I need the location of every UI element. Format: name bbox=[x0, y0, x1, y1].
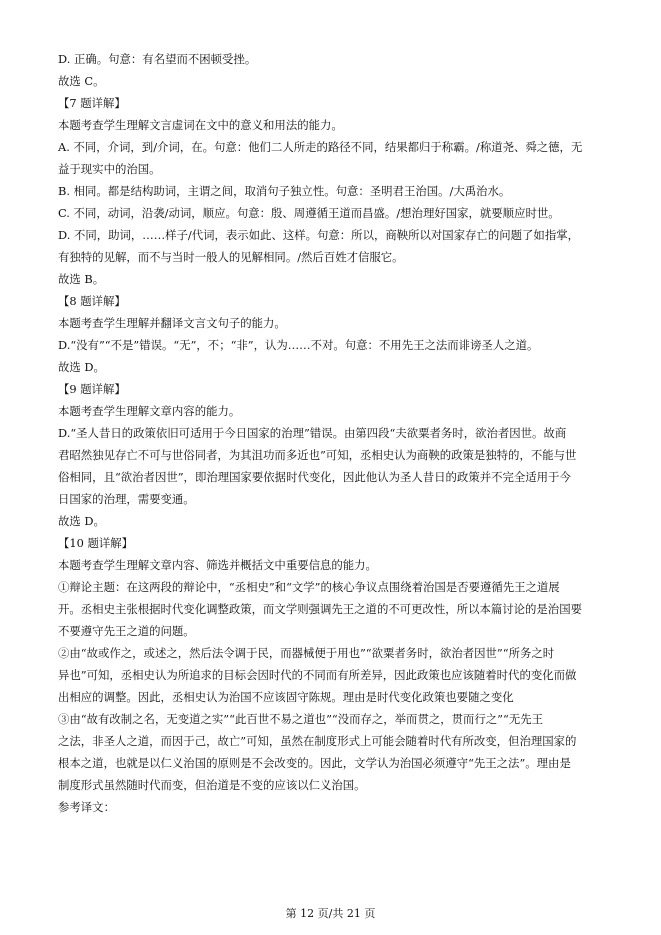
text-line: D.“没有”“不是”错误。“无”，不；“非”，认为……不对。句意：不用先王之法而诽谤圣人之道。 bbox=[58, 338, 539, 352]
text-line: ③由“故有改制之名，无变道之实”“此百世不易之道也”“没而存之，举而贯之，贯而行之”“无先王 bbox=[58, 712, 543, 726]
text-line: 制度形式虽然随时代而变，但治道是不变的应该以仁义治国。 bbox=[58, 778, 366, 792]
text-line: 【8 题详解】 bbox=[58, 294, 126, 308]
text-line: 异也”可知，丞相史认为所追求的目标会因时代的不同而有所差异，因此政策也应该随着时代的变化而做 bbox=[58, 668, 577, 682]
text-line: C. 不同，动词，沿袭/动词，顺应。句意：殷、周遵循王道而昌盛。/想治理好国家，就要顺应时世。 bbox=[58, 206, 560, 220]
text-line: 故选 D。 bbox=[58, 514, 105, 528]
document-body bbox=[58, 48, 603, 818]
text-line: D. 正确。句意：有名望而不困顿受挫。 bbox=[58, 52, 257, 66]
text-line: D.“圣人昔日的政策依旧可适用于今日国家的治理”错误。由第四段“夫欲粟者务时，欲治者因世。故商 bbox=[58, 426, 567, 440]
text-line: B. 相同。都是结构助词，主谓之间，取消句子独立性。句意：圣明君王治国。/大禹治水。 bbox=[58, 184, 511, 198]
text-line: 本题考查学生理解文言虚词在文中的意义和用法的能力。 bbox=[58, 118, 343, 132]
text-line: D. 不同，助词，……样子/代词，表示如此、这样。句意：所以，商鞅所以对国家存亡的问题了如指掌， bbox=[58, 228, 579, 242]
text-line: 益于现实中的治国。 bbox=[58, 162, 161, 176]
text-line: 【9 题详解】 bbox=[58, 382, 126, 396]
text-line: 参考译文： bbox=[58, 800, 115, 814]
text-line: ②由“故或作之，或述之，然后法令调于民，而器械便于用也”“欲粟者务时，欲治者因世”“所务之时 bbox=[58, 646, 555, 660]
text-line: 俗相同，且“欲治者因世”，即治理国家要依据时代变化，因此他认为圣人昔日的政策并不完全适用于今 bbox=[58, 470, 571, 484]
text-line: 故选 D。 bbox=[58, 360, 105, 374]
text-line: 根本之道，也就是以仁义治国的原则是不会改变的。因此，文学认为治国必须遵守“先王之法”。理由是 bbox=[58, 756, 571, 770]
text-line: 君昭然独见存亡不可与世俗同者，为其沮功而多近也”可知，丞相史认为商鞅的政策是独特的，不能与世 bbox=[58, 448, 577, 462]
text-line: 本题考查学生理解并翻译文言文句子的能力。 bbox=[58, 316, 286, 330]
page-number: 第 12 页/共 21 页 bbox=[285, 907, 376, 920]
text-line: 日国家的治理，需要变通。 bbox=[58, 492, 195, 506]
text-line: 出相应的调整。因此，丞相史认为治国不应该固守陈规。理由是时代变化政策也要随之变化 bbox=[58, 690, 514, 704]
text-line: 开。丞相史主张根据时代变化调整政策，而文学则强调先王之道的不可更改性，所以本篇讨论的是治国要 bbox=[58, 602, 582, 616]
text-line: 之法，非圣人之道，而因于己，故亡”可知，虽然在制度形式上可能会随着时代有所改变，但治理国家的 bbox=[58, 734, 577, 748]
text-line: A. 不同，介词，到/介词，在。句意：他们二人所走的路径不同，结果都归于称霸。/称道尧、舜之德，无 bbox=[58, 140, 583, 154]
text-line: 本题考查学生理解文章内容、筛选并概括文中重要信息的能力。 bbox=[58, 558, 377, 572]
text-line: 故选 C。 bbox=[58, 74, 105, 88]
text-line: 故选 B。 bbox=[58, 272, 105, 286]
text-line: ①辩论主题：在这两段的辩论中，“丞相史”和“文学”的核心争议点围绕着治国是否要遵循先王之道展 bbox=[58, 580, 560, 594]
text-line: 本题考查学生理解文章内容的能力。 bbox=[58, 404, 241, 418]
text-line: 【10 题详解】 bbox=[58, 536, 134, 550]
text-line: 有独特的见解，而不与当时一般人的见解相同。/然后百姓才信服它。 bbox=[58, 250, 404, 264]
text-line: 不要遵守先王之道的问题。 bbox=[58, 624, 195, 638]
text-line: 【7 题详解】 bbox=[58, 96, 126, 110]
